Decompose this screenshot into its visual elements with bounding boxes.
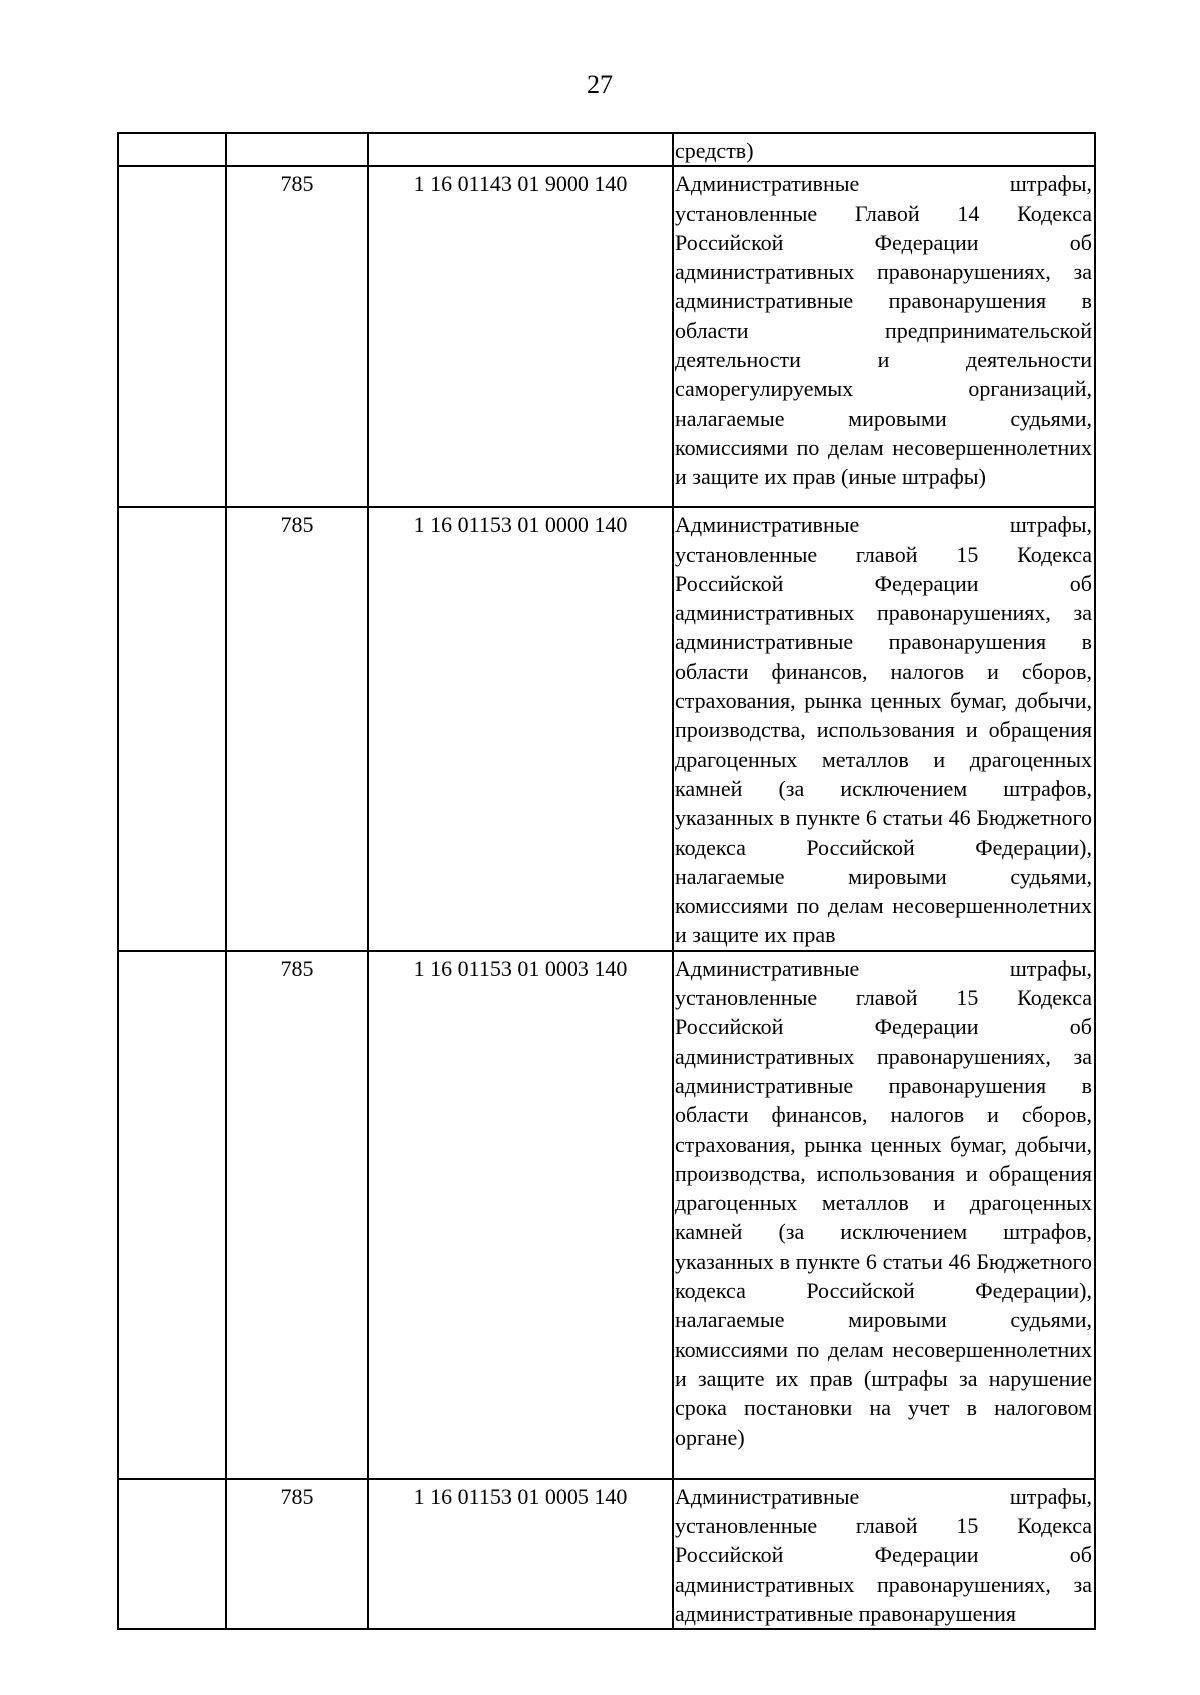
empty-cell — [118, 951, 226, 1479]
continuation-text: средств) — [673, 133, 1095, 166]
table-row — [118, 951, 1095, 1479]
empty-cell — [118, 166, 226, 507]
budget-code-cell: 1 16 01153 01 0000 140 — [368, 507, 673, 950]
table-row — [118, 507, 1095, 950]
budget-code-cell: 1 16 01153 01 0005 140 — [368, 1479, 673, 1629]
description-cell: Административные штрафы, установленные главой 15 Кодекса Российской Федерации об административных правонарушениях, за административные правонарушения — [673, 1479, 1095, 1629]
table-row — [118, 1479, 1095, 1629]
description-cell: Административные штрафы, установленные главой 15 Кодекса Российской Федерации об административных правонарушениях, за административные правонарушения в области финансов, налогов и сборов, страхования, рынка ценных бумаг, добычи, производства, использования и обращения драгоценных металлов и драгоценных камней (за исключением штрафов, указанных в пункте 6 статьи 46 Бюджетного кодекса Российской Федерации), налагаемые мировыми судьями, комиссиями по делам несовершеннолетних и защите их прав (штрафы за нарушение срока постановки на учет в налоговом органе) — [673, 951, 1095, 1479]
admin-code-cell: 785 — [226, 166, 368, 507]
table-row — [118, 166, 1095, 507]
admin-code-cell: 785 — [226, 951, 368, 1479]
admin-code-cell: 785 — [226, 1479, 368, 1629]
empty-cell — [368, 133, 673, 166]
budget-classification-table — [117, 132, 1096, 1630]
page-number: 27 — [587, 70, 613, 99]
description-cell: Административные штрафы, установленные Главой 14 Кодекса Российской Федерации об административных правонарушениях, за административные правонарушения в области предпринимательской деятельности и деятельности саморегулируемых организаций, налагаемые мировыми судьями, комиссиями по делам несовершеннолетних и защите их прав (иные штрафы) — [673, 166, 1095, 507]
description-cell: Административные штрафы, установленные главой 15 Кодекса Российской Федерации об административных правонарушениях, за административные правонарушения в области финансов, налогов и сборов, страхования, рынка ценных бумаг, добычи, производства, использования и обращения драгоценных металлов и драгоценных камней (за исключением штрафов, указанных в пункте 6 статьи 46 Бюджетного кодекса Российской Федерации), налагаемые мировыми судьями, комиссиями по делам несовершеннолетних и защите их прав — [673, 507, 1095, 950]
budget-code-cell: 1 16 01153 01 0003 140 — [368, 951, 673, 1479]
empty-cell — [226, 133, 368, 166]
admin-code-cell: 785 — [226, 507, 368, 950]
table-row-continuation — [118, 133, 1095, 166]
empty-cell — [118, 507, 226, 950]
empty-cell — [118, 1479, 226, 1629]
empty-cell — [118, 133, 226, 166]
budget-code-cell: 1 16 01143 01 9000 140 — [368, 166, 673, 507]
